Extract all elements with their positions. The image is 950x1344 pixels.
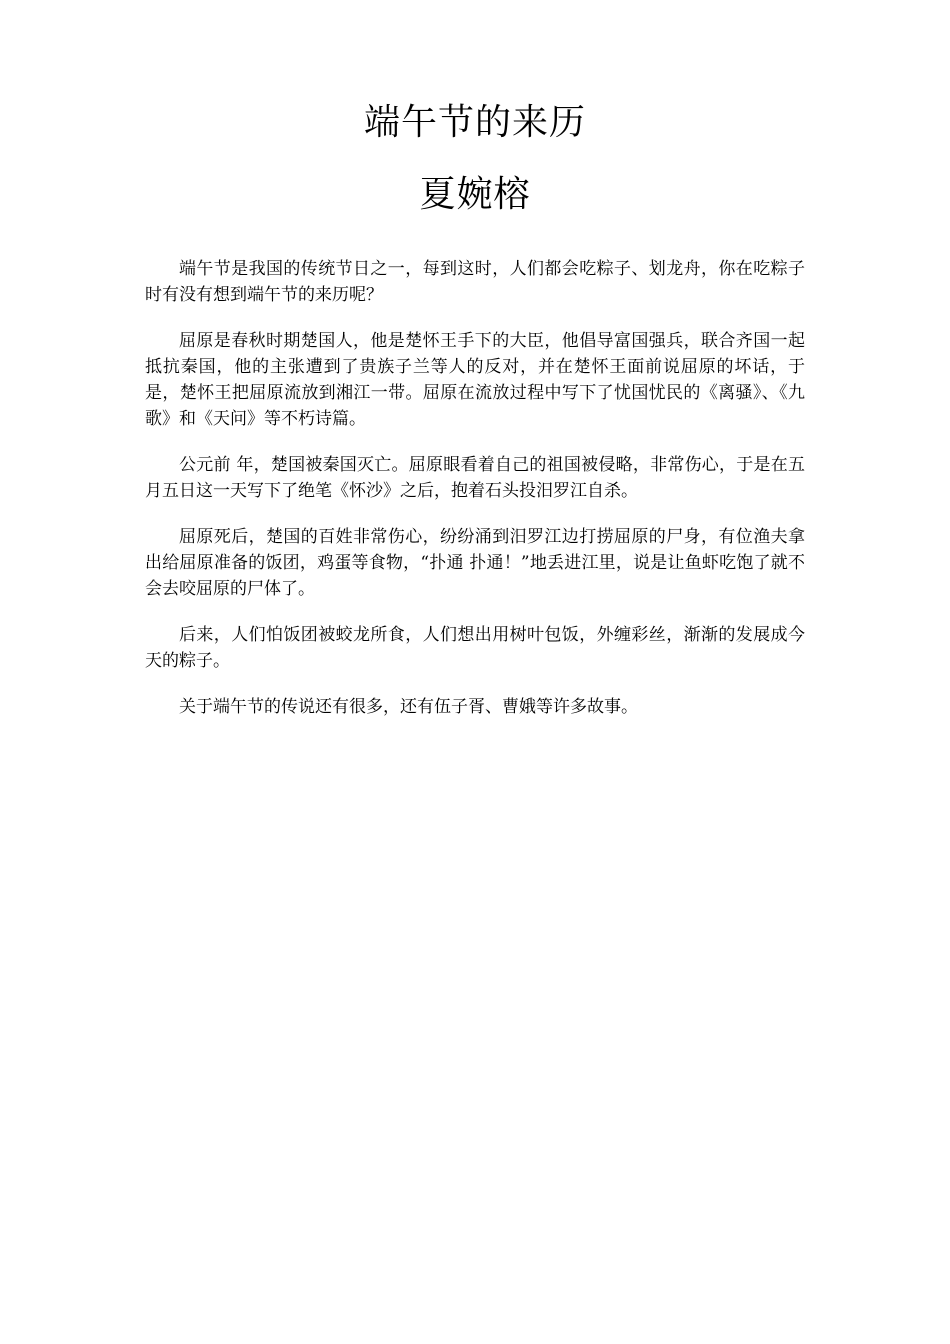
paragraph-quyuan: 屈原是春秋时期楚国人，他是楚怀王手下的大臣，他倡导富国强兵，联合齐国一起抵抗秦国，他的主张遭到了贵族子兰等人的反对，并在楚怀王面前说屈原的坏话，于是，楚怀王把屈原流放到湘江一带。屈原在流放过程中写下了忧国忧民的《离骚》、《九歌》和《天问》等不朽诗篇。 <box>145 331 805 429</box>
paragraph-zongzi-origin: 后来，人们怕饭团被蛟龙所食，人们想出用树叶包饭，外缠彩丝，渐渐的发展成今天的粽子。 <box>145 625 805 671</box>
paragraph-intro: 端午节是我国的传统节日之一，每到这时，人们都会吃粽子、划龙舟，你在吃粽子时有没有想到端午节的来历呢？ <box>145 259 805 305</box>
paragraph-chu-fall: 公元前 年，楚国被秦国灭亡。屈原眼看着自己的祖国被侵略，非常伤心，于是在五月五日这一天写下了绝笔《怀沙》之后，抱着石头投汨罗江自杀。 <box>145 455 805 501</box>
paragraph-people-mourn: 屈原死后，楚国的百姓非常伤心，纷纷涌到汨罗江边打捞屈原的尸身，有位渔夫拿出给屈原准备的饭团，鸡蛋等食物，“扑通 扑通！”地丢进江里，说是让鱼虾吃饱了就不会去咬屈原的尸体了。 <box>145 527 805 599</box>
document-body <box>145 256 805 740</box>
document-title: 端午节的来历 <box>363 102 586 143</box>
document-author: 夏婉榕 <box>419 174 531 215</box>
paragraph-other-legends: 关于端午节的传说还有很多，还有伍子胥、曹娥等许多故事。 <box>179 697 638 717</box>
